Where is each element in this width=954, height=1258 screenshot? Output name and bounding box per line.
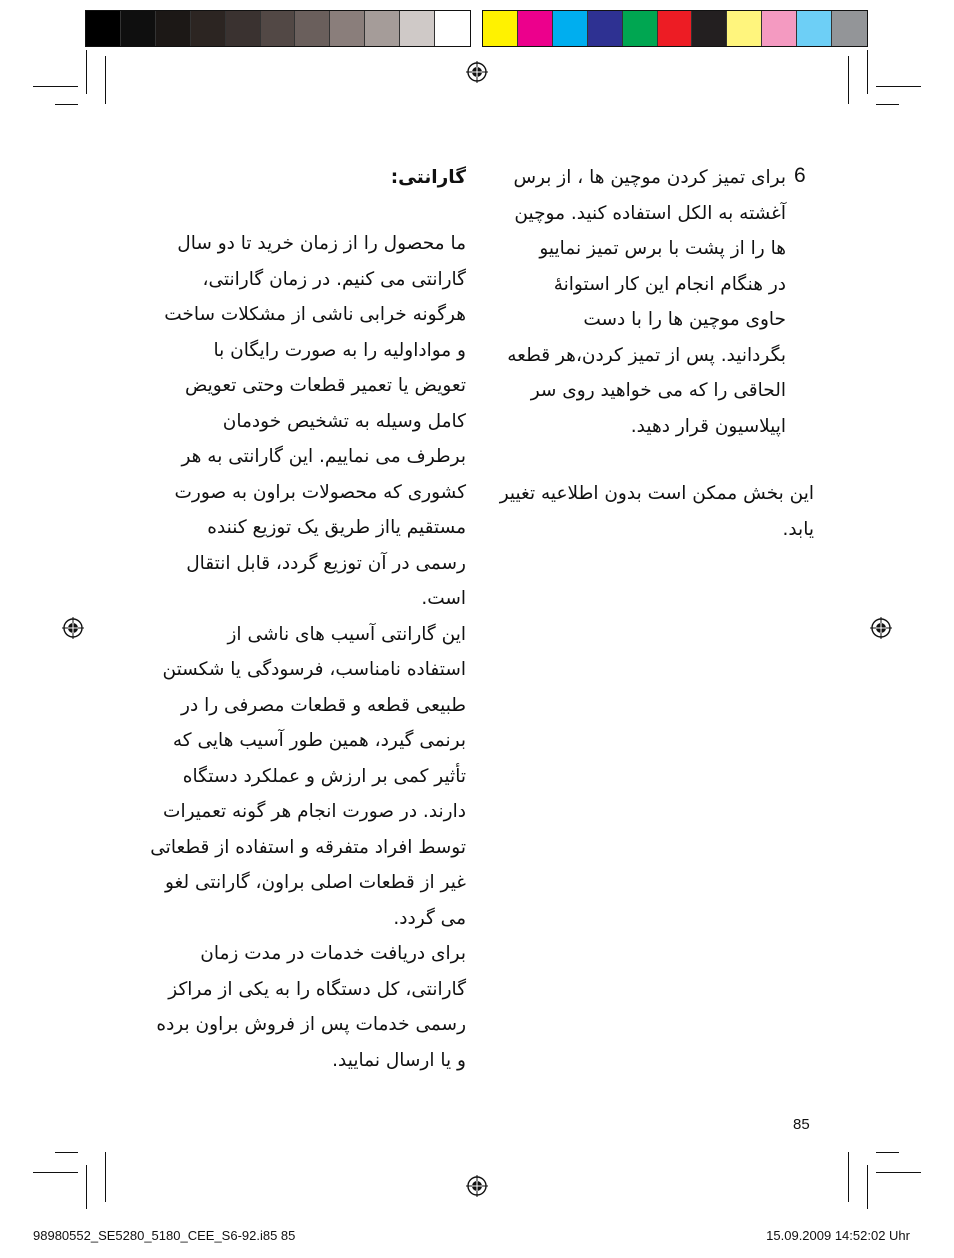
color-swatch: [692, 11, 727, 46]
color-swatch: [518, 11, 553, 46]
crop-mark: [55, 1152, 78, 1153]
crop-mark: [876, 1172, 921, 1173]
color-swatch: [762, 11, 797, 46]
text-line: هرگونه خرابی ناشی از مشکلات ساخت: [164, 304, 466, 325]
text-line: این بخش ممکن است بدون اطلاعیه تغییر: [499, 483, 814, 504]
color-swatch: [330, 11, 365, 46]
color-swatch: [553, 11, 588, 46]
color-swatch: [797, 11, 832, 46]
text-line: برطرف می نماییم. این گارانتی به هر: [181, 446, 466, 467]
text-line: برای تمیز کردن موچین ها ، از برس: [513, 167, 786, 188]
text-line: دارند. در صورت انجام هر گونه تعمیرات: [163, 801, 466, 822]
color-swatch: [400, 11, 435, 46]
text-line: می گردد.: [393, 907, 466, 929]
registration-mark-icon: [62, 617, 84, 639]
text-line: بگردانید. پس از تمیز کردن،هر قطعه: [507, 344, 786, 366]
text-line: تأثیر کمی بر ارزش و عملکرد دستگاه: [182, 765, 466, 787]
text-line: برنمی گیرد، همین طور آسیب هایی که: [172, 730, 466, 751]
guarantee-body: [106, 226, 466, 1078]
guarantee-heading: گارانتی:: [390, 167, 466, 188]
color-swatch: [435, 11, 470, 46]
crop-mark: [848, 56, 849, 104]
crop-mark: [33, 86, 78, 87]
footer-timestamp: 15.09.2009 14:52:02 Uhr: [766, 1228, 910, 1243]
text-line: ها را از پشت با برس تمیز نمایيو: [539, 238, 786, 259]
step-number: 6: [794, 164, 806, 187]
text-line: در هنگام انجام این کار استوانهٔ: [553, 273, 786, 295]
text-line: و مواداولیه را به صورت رایگان با: [213, 339, 466, 361]
color-swatch: [588, 11, 623, 46]
text-line: کشوری که محصولات براون به صورت: [174, 481, 466, 503]
crop-mark: [105, 56, 106, 104]
change-notice: [474, 476, 814, 547]
registration-mark-icon: [466, 1175, 488, 1197]
crop-mark: [876, 1152, 899, 1153]
text-line: آغشته به الکل استفاده کنید. موچین: [514, 202, 786, 224]
crop-mark: [848, 1152, 849, 1202]
color-swatch: [727, 11, 762, 46]
text-line: طبیعی قطعه و قطعات مصرفی را در: [181, 694, 466, 716]
text-line: استفاده نامناسب، فرسودگی یا شکستن: [162, 659, 466, 680]
text-line: گارانتی می کنیم. در زمان گارانتی،: [202, 268, 466, 290]
text-line: و یا ارسال نمایید.: [332, 1049, 466, 1071]
text-line: است.: [421, 588, 466, 609]
footer-file-info: 98980552_SE5280_5180_CEE_S6-92.i85 85: [33, 1228, 296, 1243]
color-swatch: [295, 11, 330, 46]
text-line: غیر از قطعات اصلی براون، گارانتی لغو: [165, 872, 466, 893]
text-line: توسط افراد متفرقه و استفاده از قطعاتی: [150, 836, 466, 858]
color-swatch: [658, 11, 693, 46]
text-line: این گارانتی آسیب های ناشی از: [227, 623, 466, 645]
crop-mark: [33, 1172, 78, 1173]
text-line: رسمی خدمات پس از فروش براون برده: [156, 1014, 466, 1035]
text-line: ما محصول را از زمان خرید تا دو سال: [177, 233, 466, 254]
process-color-bar: [482, 10, 868, 47]
color-swatch: [156, 11, 191, 46]
page-number: 85: [793, 1116, 810, 1133]
color-swatch: [261, 11, 296, 46]
text-line: الحاقی را که می خواهید روی سر: [530, 380, 786, 401]
crop-mark: [876, 86, 921, 87]
crop-mark: [867, 50, 868, 94]
crop-mark: [86, 1165, 87, 1209]
grayscale-color-bar: [85, 10, 471, 47]
registration-mark-icon: [466, 61, 488, 83]
color-swatch: [623, 11, 658, 46]
color-swatch: [832, 11, 867, 46]
text-line: یابد.: [782, 518, 814, 540]
text-line: گارانتی، کل دستگاه را به یکی از مراکز: [168, 978, 466, 1000]
text-line: حاوی موچین ها را با دست: [583, 309, 786, 330]
registration-mark-icon: [870, 617, 892, 639]
cleaning-instructions: [466, 160, 786, 444]
text-line: تعویض یا تعمیر قطعات وحتی تعویض: [184, 375, 466, 396]
crop-mark: [876, 104, 899, 105]
crop-mark: [867, 1165, 868, 1209]
crop-mark: [55, 104, 78, 105]
text-line: اپیلاسیون قرار دهید.: [630, 415, 786, 437]
text-line: مستقیم یااز طریق یک توزیع کننده: [207, 517, 466, 538]
color-swatch: [226, 11, 261, 46]
text-line: کامل وسیله به تشخیص خودمان: [222, 410, 466, 432]
crop-mark: [86, 50, 87, 94]
color-swatch: [86, 11, 121, 46]
color-swatch: [365, 11, 400, 46]
color-swatch: [483, 11, 518, 46]
crop-mark: [105, 1152, 106, 1202]
color-swatch: [191, 11, 226, 46]
color-swatch: [121, 11, 156, 46]
text-line: برای دریافت خدمات در مدت زمان: [200, 943, 466, 964]
text-line: رسمی در آن توزیع گردد، قابل انتقال: [186, 552, 466, 574]
